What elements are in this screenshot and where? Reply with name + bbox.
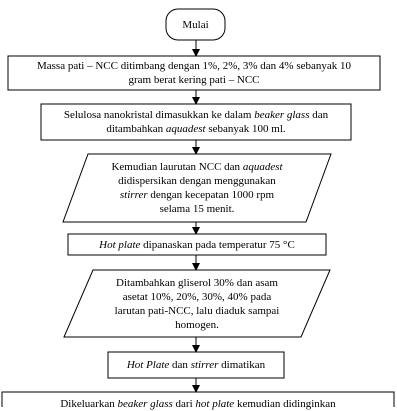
text-run: dan — [309, 109, 329, 121]
text-run: Selulosa nanokristal dimasukkan ke dalam — [63, 109, 255, 121]
text-run-italic: stirrer — [119, 189, 148, 201]
step-glycerol-line-1: Ditambahkan gliserol 30% dan asam — [116, 277, 278, 289]
step-glycerol-line-3: larutan pati-NCC, lalu diaduk sampai — [114, 305, 280, 317]
step-cellulose-line-2 — [41, 122, 351, 136]
step-cooling-text — [2, 397, 394, 411]
step-turn-off-text — [108, 358, 284, 372]
step-weighing-line-1: Massa pati – NCC ditimbang dengan 1%, 2%, 3% dan 4% sebanyak 10 — [36, 60, 352, 72]
text-run-italic: aquadest — [242, 161, 283, 173]
text-run: Dikeluarkan — [60, 398, 118, 410]
text-run-italic: Hot Plate — [126, 359, 170, 371]
text-run-italic: aquadest — [165, 123, 206, 135]
step-hotplate-text — [68, 238, 326, 252]
step-dispersion-text — [63, 160, 331, 216]
text-run: dengan kecepatan 1000 rpm — [147, 189, 275, 201]
step-glycerol-line-2: asetat 10%, 20%, 30%, 40% pada — [122, 291, 272, 303]
step-dispersion-line-3 — [63, 188, 331, 202]
text-run-italic: beaker glass — [254, 109, 310, 121]
text-run: Kemudian laurutan NCC dan — [111, 161, 243, 173]
step-dispersion-line-2: didispersikan dengan menggunakan — [118, 175, 276, 187]
step-glycerol-line-4: homogen. — [175, 319, 219, 331]
text-run-italic: stirrer — [190, 359, 219, 371]
text-run-italic: hot plate — [195, 398, 235, 410]
step-weighing-line-2: gram berat kering pati – NCC — [128, 74, 260, 86]
text-run: dan — [169, 359, 191, 371]
text-run-italic: Hot plate — [99, 239, 141, 251]
step-glycerol-text — [64, 276, 330, 332]
step-weighing-text — [8, 59, 380, 87]
text-run: kemudian didinginkan — [234, 398, 336, 410]
text-run: dari — [172, 398, 196, 410]
step-cellulose-text — [41, 108, 351, 136]
step-dispersion-line-4: selama 15 menit. — [159, 203, 235, 215]
start-label: Mulai — [182, 19, 209, 31]
text-run: ditambahkan — [106, 123, 166, 135]
text-run: dipanaskan pada temperatur 75 °C — [140, 239, 295, 251]
step-dispersion-line-1 — [63, 160, 331, 174]
text-run: dimatikan — [218, 359, 266, 371]
text-run-italic: beaker glass — [117, 398, 173, 410]
text-run: sebanyak 100 ml. — [205, 123, 286, 135]
step-cellulose-line-1 — [41, 108, 351, 122]
